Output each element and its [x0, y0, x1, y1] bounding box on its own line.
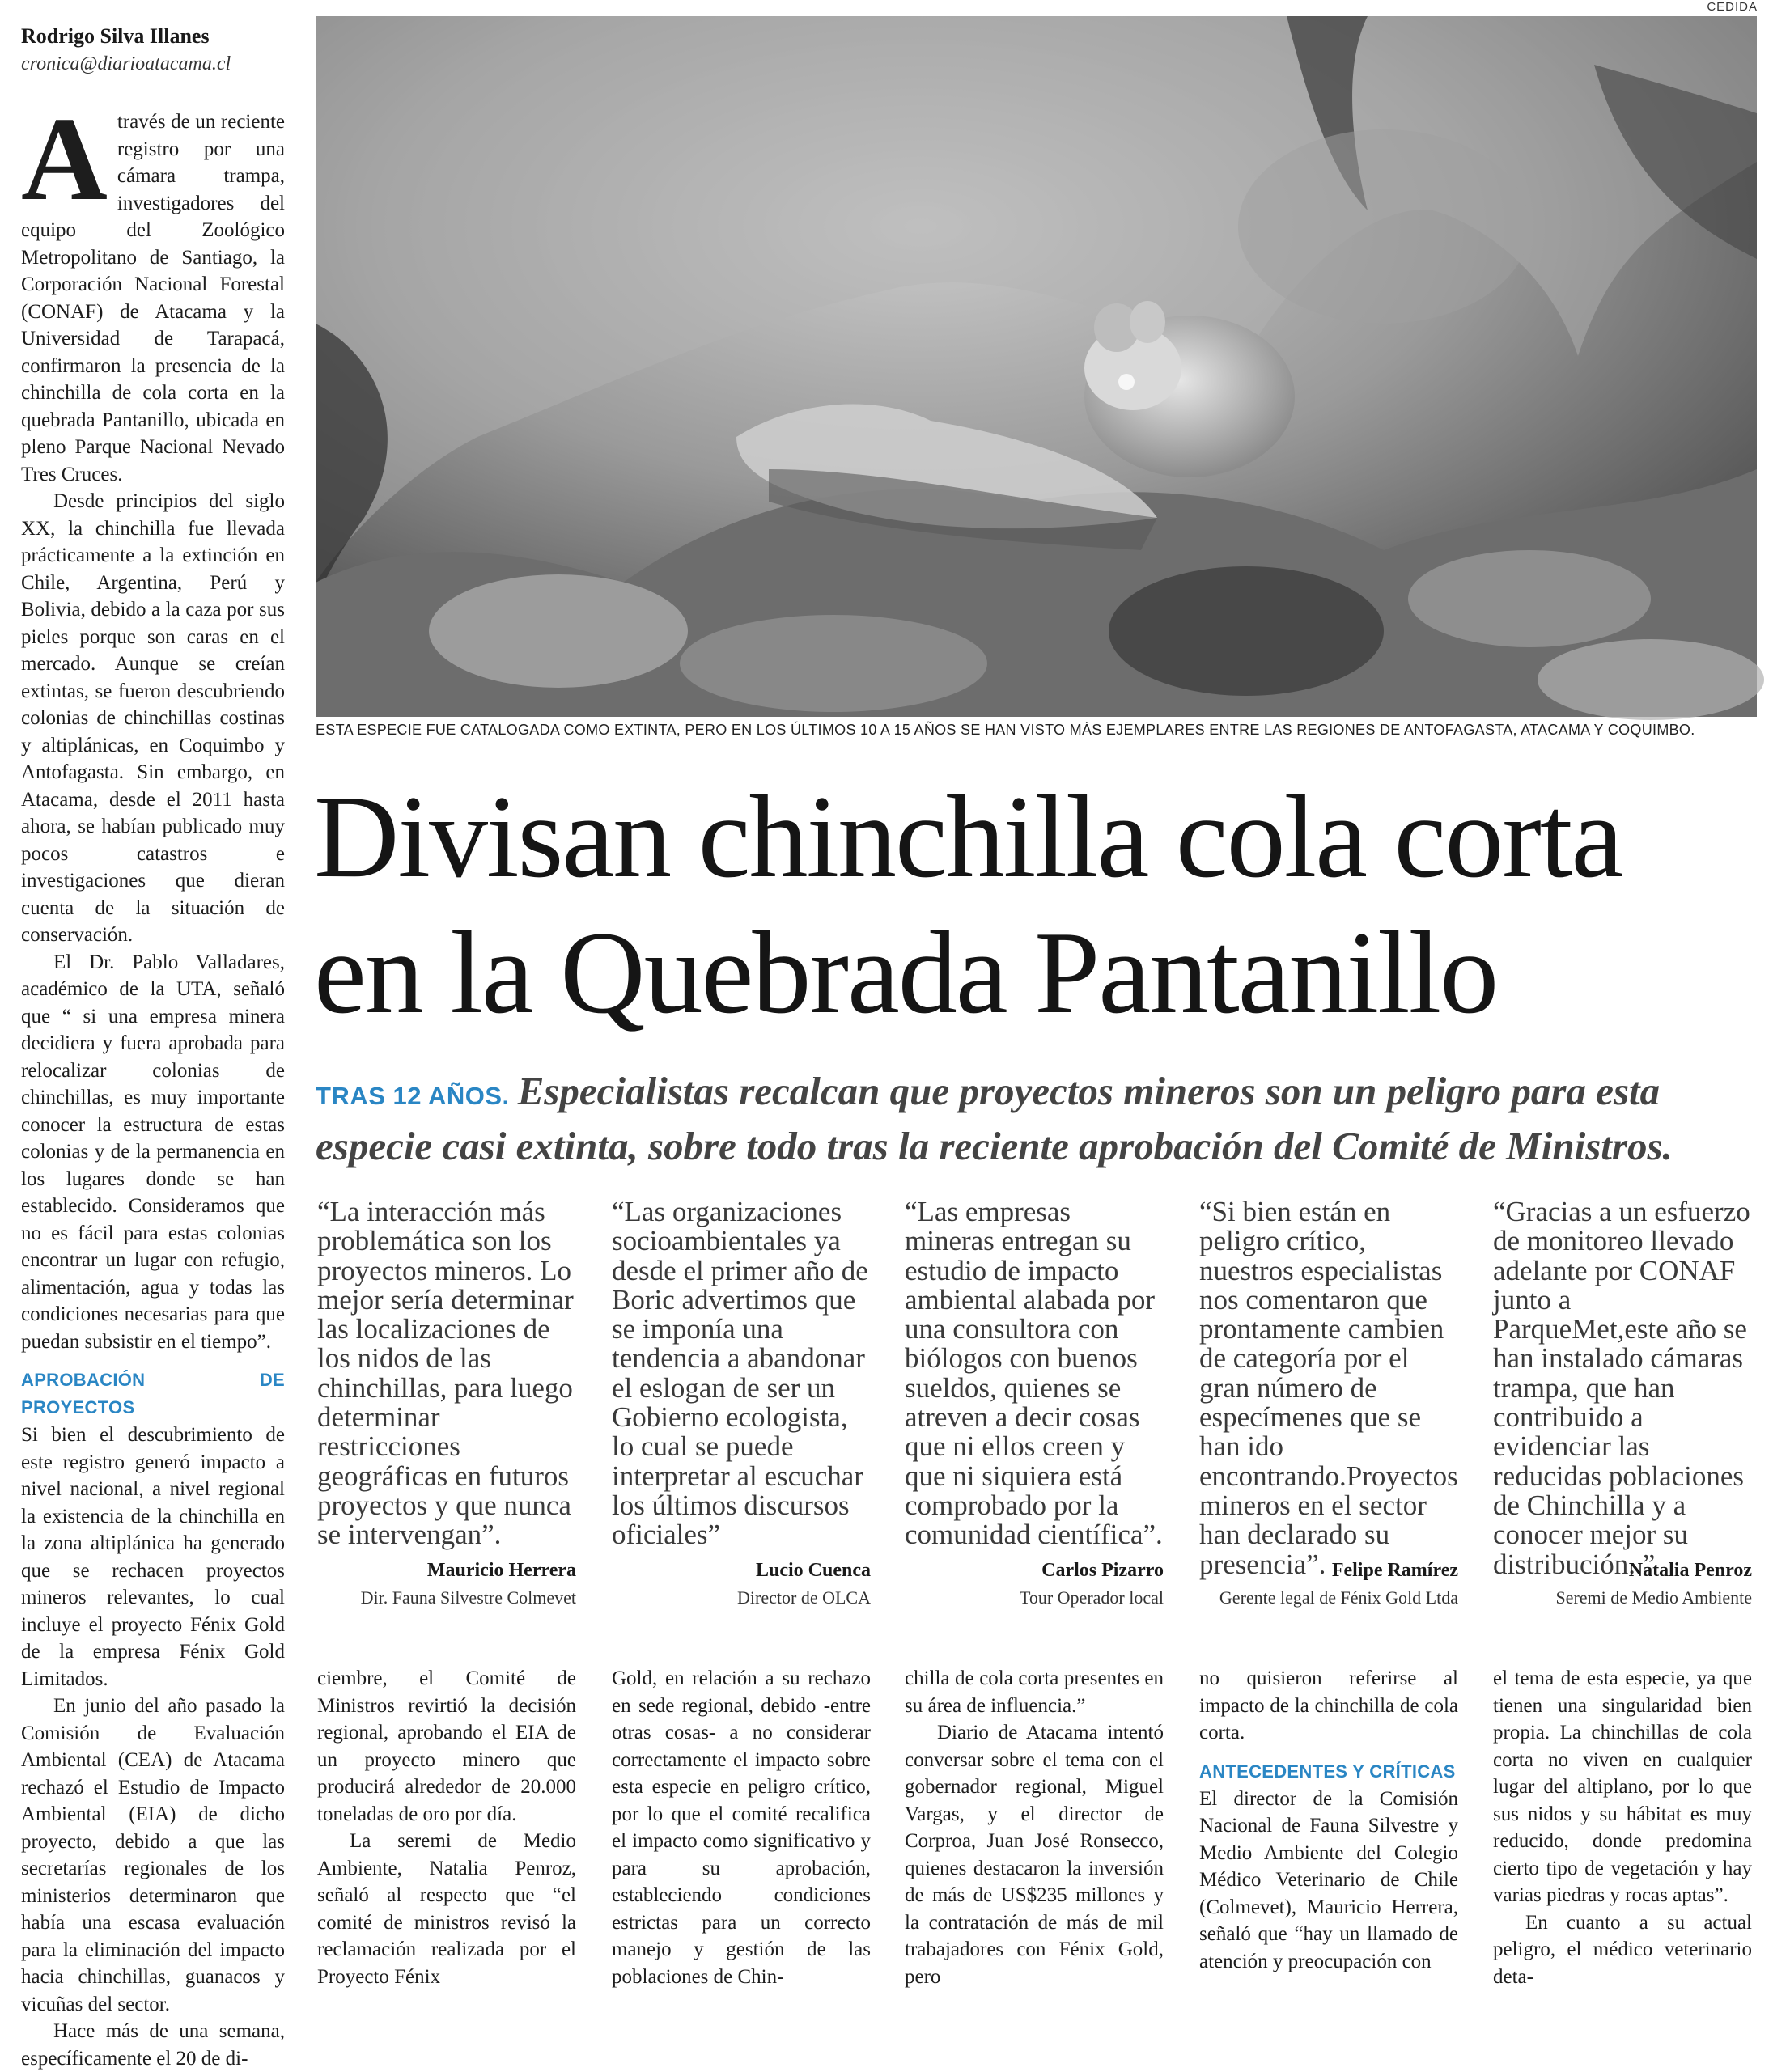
quote-role: Seremi de Medio Ambiente: [1555, 1587, 1752, 1608]
paragraph: chilla de cola corta presentes en su área de influencia.”: [905, 1667, 1164, 1717]
quote-text: “La interacción más problemática son los proyectos mineros. Lo mejor sería determinar las localizaciones de los nidos de las chinchillas, para luego determinar restricciones geográficas en futuros proyectos y que nunca se intervengan”.: [317, 1196, 574, 1551]
photo-caption: ESTA ESPECIE FUE CATALOGADA COMO EXTINTA, PERO EN LOS ÚLTIMOS 10 A 15 AÑOS SE HAN VISTO MÁS EJEMPLARES ENTRE LAS REGIONES DE ANTOFAGASTA, ATACAMA Y COQUIMBO.: [316, 722, 1695, 738]
paragraph-3: El Dr. Pablo Valladares, académico de la UTA, señaló que “ si una empresa minera decidiera y fuera aprobada para relocalizar colonias de chinchillas, es muy importante conocer la estructura de estas colonias y de la permanencia en los lugares donde se han establecido. Consideramos que no es fácil para estas colonias encontrar un lugar con refugio, alimentación, agua y todas las condiciones necesarias para que puedan subsistir en el tiempo”.: [21, 951, 285, 1353]
byline: [21, 23, 296, 78]
subhead-aprobacion: APROBACIÓN DE PROYECTOS: [21, 1370, 285, 1417]
photo-credit: CEDIDA: [1707, 0, 1758, 14]
subhead-antecedentes: ANTECEDENTES Y CRÍTICAS: [1199, 1761, 1456, 1782]
author-name: Rodrigo Silva Illanes: [21, 24, 210, 48]
quote-text: “Si bien están en peligro crítico, nuestros especialistas nos comentaron que prontamente cambien de categoría por el gran número de especímenes que se han ido encontrando.Proyectos mineros en el sector han declarado su presencia”.: [1199, 1196, 1458, 1580]
paragraph: no quisieron referirse al impacto de la chinchilla de cola corta.: [1199, 1667, 1458, 1744]
headline-line-1: Divisan chinchilla cola corta: [314, 771, 1622, 902]
paragraph: En cuanto a su actual peligro, el médico veterinario deta-: [1493, 1911, 1752, 1988]
drop-cap: A: [21, 93, 108, 226]
body-column-4: [1199, 1665, 1458, 1975]
quote-1: [317, 1197, 576, 1612]
body-column-2: [612, 1665, 871, 1990]
quote-author: Lucio Cuenca: [755, 1560, 871, 1581]
photo-illustration: [316, 16, 1757, 717]
quote-role: Gerente legal de Fénix Gold Ltda: [1219, 1587, 1458, 1608]
body-column-3: [905, 1665, 1164, 1990]
quote-author: Natalia Penroz: [1628, 1560, 1752, 1581]
paragraph-1: Através de un reciente registro por una cámara trampa, investigadores del equipo del Zoológico Metropolitano de Santiago, la Corporación Nacional Forestal (CONAF) de Atacama y la Universidad de Tarapacá, confirmaron la presencia de la chinchilla de cola corta en la quebrada Pantanillo, ubicada en pleno Parque Nacional Nevado Tres Cruces.: [21, 93, 285, 485]
paragraph-4: Si bien el descubrimiento de este registro generó impacto a nivel nacional, a nivel regional la existencia de la chinchilla en la zona altiplánica ha generado que se rechacen proyectos mineros relevantes, lo cual incluye el proyecto Fénix Gold de la empresa Fénix Gold Limitados.: [21, 1424, 285, 1690]
paragraph: El director de la Comisión Nacional de Fauna Silvestre y Medio Ambiente del Colegio Médico Veterinario de Chile (Colmevet), Mauricio Herrera, señaló que “hay un llamado de atención y preocupación con: [1199, 1787, 1458, 1972]
quote-5: [1493, 1197, 1752, 1612]
quote-author: Carlos Pizarro: [1041, 1560, 1164, 1581]
quote-4: [1199, 1197, 1458, 1612]
paragraph: La seremi de Medio Ambiente, Natalia Penroz, señaló al respecto que “el comité de ministros revisó la reclamación realizada por el Proyecto Fénix: [317, 1830, 576, 1988]
quote-2: [612, 1197, 871, 1612]
headline-line-2: en la Quebrada Pantanillo: [314, 907, 1498, 1038]
paragraph-2: Desde principios del siglo XX, la chinchilla fue llevada prácticamente a la extinción en Chile, Argentina, Perú y Bolivia, debido a la caza por sus pieles porque son caras en el mercado. Aunque se creían extintas, se fueron descubriendo colonias de chinchillas costinas y altiplánicas, en Coquimbo y Antofagasta. Sin embargo, en Atacama, desde el 2011 hasta ahora, se habían publicado muy pocos catastros e investigaciones que dieran cuenta de la situación de conservación.: [21, 490, 285, 946]
quote-text: “Las empresas mineras entregan su estudio de impacto ambiental alabada por una consultora con biólogos con buenos sueldos, quienes se atreven a decir cosas que ni ellos creen y que ni siquiera está comprobado por la comunidad científica”.: [905, 1196, 1163, 1551]
paragraph: ciembre, el Comité de Ministros revirtió la decisión regional, aprobando el EIA de un proyecto minero que producirá alrededor de 20.000 toneladas de oro por día.: [317, 1667, 576, 1825]
quote-role: Dir. Fauna Silvestre Colmevet: [360, 1587, 576, 1608]
quote-text: “Las organizaciones socioambientales ya desde el primer año de Boric advertimos que se imponía una tendencia a abandonar el eslogan de ser un Gobierno ecologista, lo cual se puede interpretar al escuchar los últimos discursos oficiales”: [612, 1196, 868, 1551]
deck: [316, 1066, 1772, 1172]
chinchilla-photo: [316, 16, 1757, 717]
quote-text: “Gracias a un esfuerzo de monitoreo llevado adelante por CONAF junto a ParqueMet,este año se han instalado cámaras trampa, que han contribuido a evidenciar las reducidas poblaciones de Chinchilla y a conocer mejor su distribución. ”: [1493, 1196, 1750, 1580]
paragraph-5: En junio del año pasado la Comisión de Evaluación Ambiental (CEA) de Atacama rechazó el Estudio de Impacto Ambiental (EIA) de dicho proyecto, debido a que las secretarías regionales de los ministerios determinaron que había una escasa evaluación para la eliminación del impacto hacia chinchillas, guanacos y vicuñas del sector.: [21, 1695, 285, 2015]
left-column: [21, 93, 285, 2072]
deck-text: Especialistas recalcan que proyectos mineros son un peligro para esta especie casi extinta, sobre todo tras la reciente aprobación del Comité de Ministros.: [316, 1069, 1673, 1168]
quote-author: Mauricio Herrera: [426, 1560, 576, 1581]
quote-role: Director de OLCA: [737, 1587, 871, 1608]
paragraph: Diario de Atacama intentó conversar sobre el tema con el gobernador regional, Miguel Vargas, y el director de Corproa, Juan José Ronsecco, quienes destacaron la inversión de más de US$235 millones y la contratación de más de mil trabajadores con Fénix Gold, pero: [905, 1722, 1164, 1988]
deck-kicker: TRAS 12 AÑOS.: [316, 1082, 510, 1110]
quote-3: [905, 1197, 1164, 1612]
body-column-1: [317, 1665, 576, 1990]
paragraph: Gold, en relación a su rechazo en sede regional, debido -entre otras cosas- a no considerar correctamente el impacto sobre esta especie en peligro crítico, por lo que el comité recalifica el impacto como significativo y para su aprobación, estableciendo condiciones estrictas para un correcto manejo y gestión de las poblaciones de Chin-: [612, 1667, 871, 1988]
paragraph: el tema de esta especie, ya que tienen una singularidad bien propia. La chinchillas de cola corta no viven en cualquier lugar del altiplano, por lo que sus nidos y su hábitat es muy reducido, donde predomina cierto tipo de vegetación y hay varias piedras y rocas aptas”.: [1493, 1667, 1752, 1906]
quote-author: Felipe Ramírez: [1331, 1560, 1458, 1581]
headline: [314, 769, 1779, 1040]
paragraph-6: Hace más de una semana, específicamente el 20 de di-: [21, 2020, 285, 2070]
quote-role: Tour Operador local: [1019, 1587, 1164, 1608]
author-email: cronica@diarioatacama.cl: [21, 53, 231, 74]
body-column-5: [1493, 1665, 1752, 1990]
